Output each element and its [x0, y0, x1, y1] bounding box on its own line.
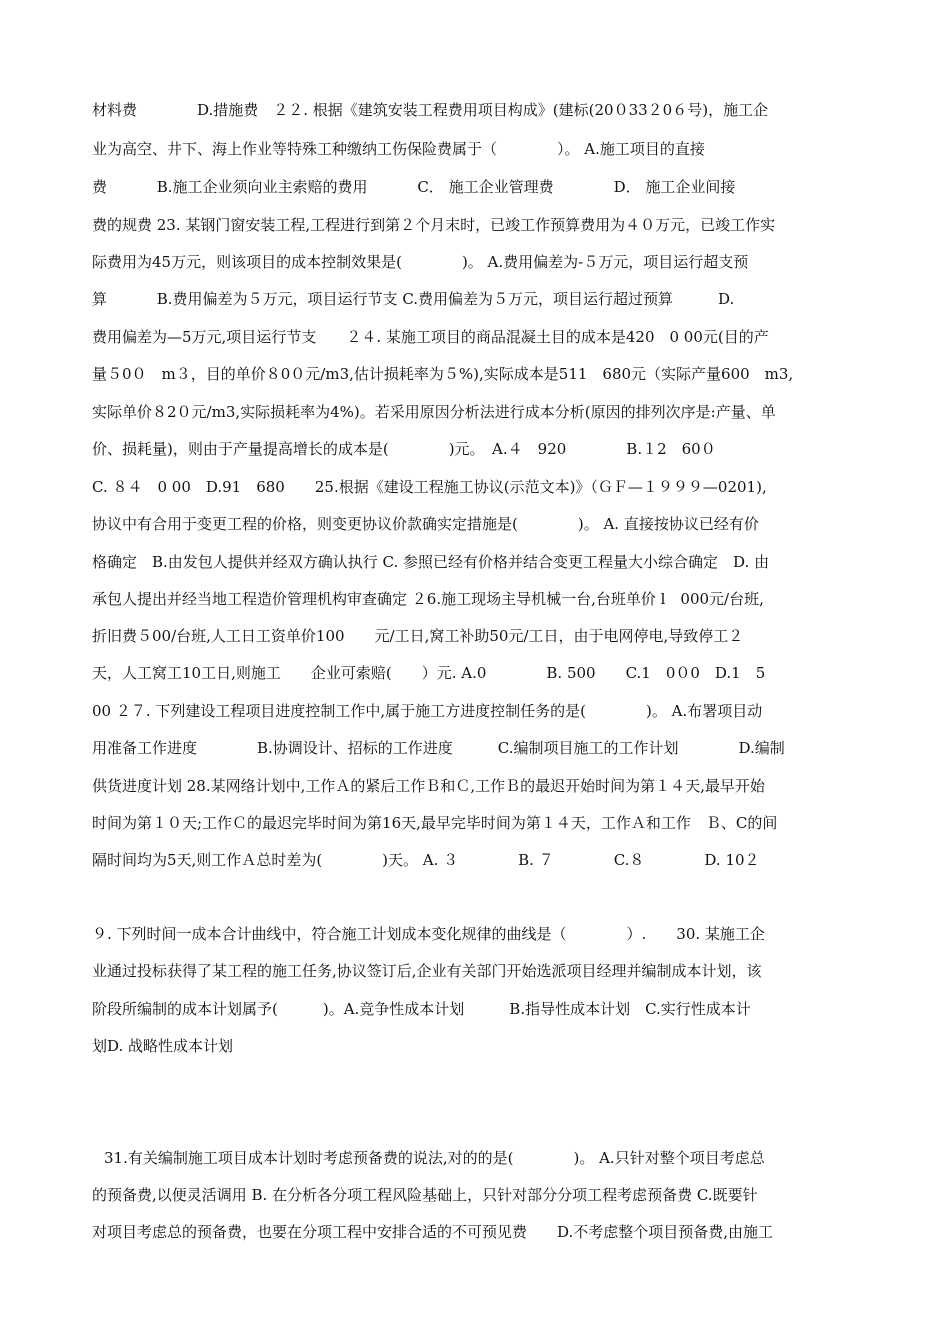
text-line: 算 B.费用偏差为５万元，项目运行节支 C.费用偏差为５万元，项目运行超过预算 D. [92, 290, 735, 308]
text-line: 时间为第１０天;工作Ｃ的最迟完毕时间为第16天,最早完毕时间为第１４天，工作Ａ和工作 Ｂ、C的间 [92, 814, 778, 832]
text-line: 业通过投标获得了某工程的施工任务,协议签订后,企业有关部门开始选派项目经理并编制成本计划，该 [92, 962, 762, 980]
text-line: 业为高空、井下、海上作业等特殊工种缴纳工伤保险费属于（ ）。 A.施工项目的直接 [92, 140, 705, 158]
text-line: 格确定 B.由发包人提供并经双方确认执行 C. 参照已经有价格并结合变更工程量大小综合确定 D. 由 [92, 553, 770, 571]
text-line: 阶段所编制的成本计划属予( )。A.竞争性成本计划 B.指导性成本计划 C.实行性成本计 [92, 1000, 751, 1018]
text-line: 供货进度计划 28.某网络计划中,工作Ａ的紧后工作Ｂ和Ｃ,工作Ｂ的最迟开始时间为第１４天,最早开始 [92, 777, 765, 795]
text-line: 划D. 战略性成本计划 [92, 1037, 234, 1055]
text-line: 承包人提出并经当地工程造价管理机构审查确定 ２6.施工现场主导机械一台,台班单价 l 000元/台班, [92, 590, 764, 608]
text-line: ９. 下列时间一成本合计曲线中，符合施工计划成本变化规律的曲线是（ ）. 30. 某施工企 [92, 925, 765, 943]
text-line: 材料费 D.措施费 ２２. 根据《建筑安装工程费用项目构成》(建标(20０33２0６号)，施工企 [92, 101, 769, 119]
text-line: 费的规费 23. 某钢门窗安装工程,工程进行到第２个月末时，已竣工作预算费用为４０万元，已竣工作实 [92, 216, 776, 234]
text-line: C. ８４ 0 00 D.91 680 25.根据《建设工程施工协议(示范文本)》（ＧＦ—１９９９—0201), [92, 478, 767, 496]
text-line: 用准备工作进度 B.协调设计、招标的工作进度 C.编制项目施工的工作计划 D.编制 [92, 739, 785, 757]
text-line: 协议中有合用于变更工程的价格，则变更协议价款确实定措施是( )。 A. 直接按协议已经有价 [92, 515, 759, 533]
text-line: 费 B.施工企业须向业主索赔的费用 C． 施工企业管理费 D． 施工企业间接 [92, 178, 736, 196]
text-line: 际费用为45万元，则该项目的成本控制效果是( )。 A.费用偏差为-５万元，项目运行超支预 [92, 253, 749, 271]
text-line: 量５0０ m３，目的单价８0０元/m3,估计损耗率为５%),实际成本是511 680元（实际产量600 m3, [92, 365, 794, 383]
text-line: 实际单价８2０元/m3,实际损耗率为4%)。若采用原因分析法进行成本分析(原因的排列次序是:产量、单 [92, 403, 776, 421]
text-line: 的预备费,以便灵活调用 B. 在分析各分项工程风险基础上，只针对部分分项工程考虑预备费 C.既要针 [92, 1186, 758, 1204]
text-line: 00 ２７. 下列建设工程项目进度控制工作中,属于施工方进度控制任务的是( )。 A.布署项目动 [92, 702, 763, 720]
text-line: 费用偏差为—5万元,项目运行节支 ２４. 某施工项目的商品混凝土目的成本是420 0 00元(目的产 [92, 328, 769, 346]
text-line: 价、损耗量)，则由于产量提高增长的成本是( )元。 A.４ 920 B.１2 60０ [92, 440, 716, 458]
text-line: 对项目考虑总的预备费，也要在分项工程中安排合适的不可预见费 D.不考虑整个项目预备费,由施工 [92, 1223, 774, 1241]
text-line: 31.有关编制施工项目成本计划时考虑预备费的说法,对的的是( )。 A.只针对整个项目考虑总 [104, 1149, 765, 1167]
text-line: 天，人工窝工10工日,则施工 企业可索赔( ）元. A.0 B. 500 C.1 0０0 D.1 5 [92, 664, 766, 682]
text-line: 折旧费５00/台班,人工日工资单价100 元/工日,窝工补助50元/工日，由于电网停电,导致停工２ [92, 627, 744, 645]
text-line: 隔时间均为5天,则工作Ａ总时差为( )天。 A. ３ B. ７ C.８ D. 10２ [92, 851, 760, 869]
